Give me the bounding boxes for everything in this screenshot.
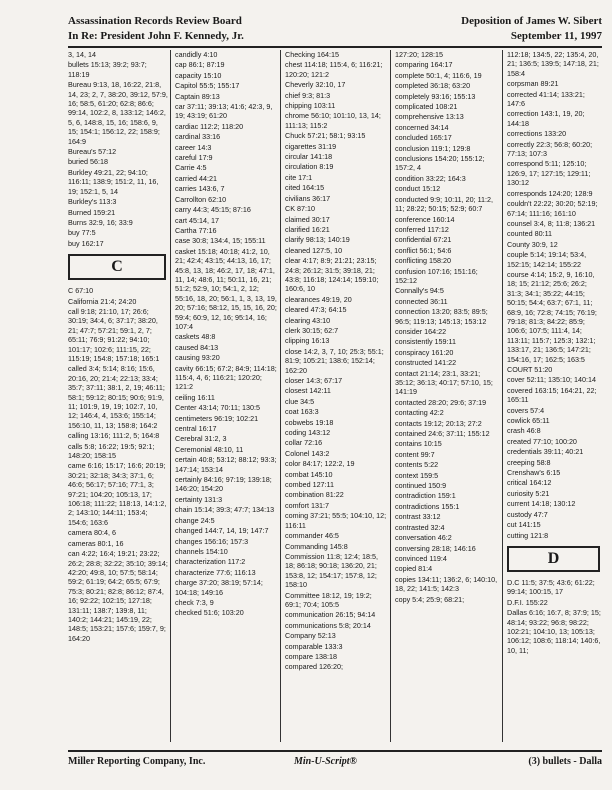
index-entry: California 21:4; 24:20 [68, 296, 137, 306]
index-entry: curiosity 5:21 [507, 488, 550, 498]
index-entry: cavity 66:15; 67:2; 84:9; 114:18; 115:4, 4, 6; 116:21; 120:20; 121:2 [175, 363, 277, 392]
index-entry: contradiction 159:1 [395, 491, 456, 501]
index-entry: CK 87:10 [285, 204, 315, 214]
index-entry: color 84:17; 122:2, 19 [285, 459, 355, 469]
index-entry: conversing 28:18; 146:16 [395, 543, 476, 553]
index-entry: constructed 141:22 [395, 358, 457, 368]
index-entry: communications 5:8; 20:14 [285, 620, 371, 630]
index-entry: certain 40:8; 53:12; 88:12; 93:3; 147:14; 153:14 [175, 455, 277, 474]
index-entry: creeping 58:8 [507, 457, 551, 467]
index-entry: contained 24:6; 37:11; 155:12 [395, 429, 490, 439]
index-entry: complete 50:1, 4; 116:6, 19 [395, 70, 482, 80]
index-entry: Captain 89:13 [175, 91, 220, 101]
index-entry: clue 34:5 [285, 396, 315, 406]
index-entry: copied 81:4 [395, 564, 433, 574]
deposition-title: Deposition of James W. Sibert [461, 15, 602, 27]
index-entry: conduct 15:12 [395, 184, 441, 194]
index-entry: buy 77:5 [68, 228, 96, 238]
index-entry: changed 144:7, 14, 19; 147:7 [175, 526, 269, 536]
index-entry: chest 114:18; 115:4, 6; 116:21; 120:20; 121:2 [285, 60, 383, 79]
index-entry: causing 93:20 [175, 353, 220, 363]
index-entry: comparing 164:17 [395, 60, 453, 70]
index-entry: conversation 46:2 [395, 533, 452, 543]
index-entry: concluded 165:17 [395, 133, 452, 143]
index-entry: characterization 117:2 [175, 557, 246, 567]
index-entry: corrected 41:14; 133:21; 147:6 [507, 89, 585, 109]
index-entry: copy 5:4; 25:9; 68:21; [395, 594, 465, 604]
index-entry: calling 13:16; 111:2, 5; 164:8 [68, 431, 160, 441]
index-entry: Carrollton 62:10 [175, 194, 227, 204]
index-entry: context 159:5 [395, 470, 439, 480]
index-entry: corpsman 89:21 [507, 79, 559, 89]
index-entry: clarify 98:13; 140:19 [285, 235, 350, 245]
index-entry: content 99:7 [395, 449, 435, 459]
index-entry: Carrie 4:5 [175, 163, 207, 173]
index-entry: convinced 119:4 [395, 553, 447, 563]
index-entry: Crenshaw's 6:15 [507, 468, 561, 478]
index-entry: continued 150:9 [395, 481, 447, 491]
index-entry: Cerebral 31:2, 3 [175, 434, 227, 444]
index-entry: casket 15:18; 40:18; 41:2, 10, 21; 42:4; 43:15; 44:13, 16, 17; 45:8, 13, 18; 46:2, 17, 18; 47:1, 11, 14; 48:6, 11; 50:11, 16, 21; 51:2; 52:9, 10; 54:1, 2, 12; 55:16, 18, 20; 56:1, 1, 3, 13, 19, 20; 57:16; 58:12, 15, 15, 16, 20; 59:4; 60:9, 12, 16; 95:14, 16; 107:4 [175, 246, 277, 331]
index-entry: cite 17:1 [285, 172, 313, 182]
index-entry: COURT 51:20 [507, 365, 553, 374]
index-entry: buy 162:17 [68, 238, 104, 248]
index-column-5 [502, 50, 602, 742]
index-entry: cutting 121:8 [507, 530, 549, 540]
index-entry: Colonel 143:2 [285, 448, 330, 458]
index-entry: Commission 11:8; 12:4; 18:5, 18; 86:18; 90:18; 136:20, 21; 153:8, 12; 154:17; 157:8, 12; 158:10 [285, 551, 378, 590]
index-entry: Chuck 57:21; 58:1; 93:15 [285, 131, 366, 141]
index-columns [68, 50, 602, 742]
index-entry: complicated 108:21 [395, 102, 458, 112]
index-entry: cameras 80:1, 16 [68, 538, 124, 548]
index-entry: ceiling 16:11 [175, 392, 215, 402]
index-entry: critical 164:12 [507, 478, 552, 488]
index-entry: claimed 30:17 [285, 214, 330, 224]
index-entry: career 14:3 [175, 142, 212, 152]
index-entry: covers 57:4 [507, 405, 545, 415]
index-entry: centimeters 96:19; 102:21 [175, 413, 259, 423]
index-entry: caskets 48:8 [175, 332, 216, 342]
index-entry: characterize 77:6; 116:13 [175, 567, 256, 577]
section-letter-c: C [68, 254, 166, 280]
index-entry: consider 164:22 [395, 326, 447, 336]
index-entry: close 14:2, 3, 7, 10; 25:3; 55:1; 81:9; 105:21; 138:6; 152:14; 162:20 [285, 346, 384, 375]
index-entry: coming 37:21; 55:5; 104:10, 12; 116:11 [285, 511, 387, 530]
index-entry: civilians 36:17 [285, 193, 331, 203]
index-entry: conclusions 154:20; 155:12; 157:2, 4 [395, 154, 485, 173]
index-entry: Bureau 9:13, 18, 16:22, 21:8, 14, 23; 2, 7, 38:20, 39:12, 57:9, 16; 58:5, 61:20; 62:8; 86:6; 99:14, 102:2, 8, 133:12; 146:2, 5, 6, 148:8, 15, 16; 158:6, 9, 15; 154:1; 156:12, 22; 158:9; 164:9 [68, 80, 168, 146]
index-entry: corrections 133:20 [507, 129, 567, 139]
index-entry: clearances 49:19, 20 [285, 294, 352, 304]
index-entry: Burkley's 113:3 [68, 197, 117, 207]
index-entry: compare 138:18 [285, 651, 337, 661]
index-entry: conferred 117:12 [395, 224, 449, 234]
index-entry: Dallas 6:16; 16:7, 8; 37:9; 15; 48:14; 93:22; 96:8; 98:22; 102:21; 104:10, 13; 105:13; 106:12; 108:6; 118:14; 140:6, 10, 11; [507, 608, 601, 655]
index-entry: checked 51:6; 103:20 [175, 608, 244, 618]
index-entry: cardinal 33:16 [175, 132, 221, 142]
index-entry: C 67:10 [68, 286, 94, 296]
index-entry: cited 164:15 [285, 183, 325, 193]
index-entry: corresponds 124:20; 128:9 [507, 188, 593, 198]
index-entry: connected 36:11 [395, 296, 448, 306]
index-entry: cover 52:11; 135:10; 140:14 [507, 375, 596, 385]
index-entry: contradictions 155:1 [395, 501, 460, 511]
index-column-2 [170, 50, 278, 742]
index-entry: certainly 84:16; 97:19; 139:18; 146:20; 154:20 [175, 475, 272, 494]
index-entry: central 16:17 [175, 424, 217, 434]
index-entry: clerk 30:15; 62:7 [285, 325, 339, 335]
index-entry: cleaned 127:5, 10 [285, 245, 343, 255]
index-entry: Capitol 55:5; 155:17 [175, 81, 240, 91]
index-entry: current 14:18; 130:12 [507, 499, 576, 509]
index-entry: coding 143:12 [285, 428, 331, 438]
index-entry: confidential 67:21 [395, 235, 452, 245]
index-entry: Bureau's 57:12 [68, 147, 117, 157]
index-entry: contrasted 32:4 [395, 522, 445, 532]
index-entry: circular 141:18 [285, 152, 333, 162]
index-entry: circulation 8:19 [285, 162, 334, 172]
index-entry: calls 5:8; 16:22; 19:5; 92:1; 148:20; 158:15 [68, 441, 155, 461]
index-entry: capacity 15:10 [175, 70, 222, 80]
index-entry: clearing 43:10 [285, 315, 331, 325]
index-entry: couldn't 22:22; 30:20; 52:19; 67:14; 111:16; 161:10 [507, 199, 598, 218]
index-entry: comfort 131:7 [285, 500, 329, 510]
index-entry: cut 141:15 [507, 520, 541, 530]
index-entry: changes 156:16; 157:3 [175, 536, 249, 546]
index-entry: conducted 9:9; 10:11, 20; 11:2, 11; 28:22; 50:15; 52:9; 60:7 [395, 194, 494, 214]
footer-brand: Min-U-Script® [294, 756, 358, 767]
index-entry: comprehensive 13:13 [395, 112, 464, 122]
index-entry: collar 72:16 [285, 438, 323, 448]
index-entry: commander 46:5 [285, 531, 339, 541]
index-entry: couple 5:14; 19:14; 53:4, 152:15; 142:14; 155:22 [507, 250, 587, 269]
index-entry: combed 127:11 [285, 480, 335, 490]
index-entry: Burns 32:9, 16; 33:9 [68, 217, 133, 227]
index-entry: buried 56:18 [68, 157, 108, 167]
index-entry: caused 84:13 [175, 342, 219, 352]
index-entry: chief 9:3; 81:3 [285, 90, 331, 100]
index-entry: consistently 159:11 [395, 337, 456, 347]
index-entry: cobwebs 19:18 [285, 417, 334, 427]
index-entry: contact 21:14; 23:1, 33:21; 35:12; 36:13; 40:17; 57:10, 15; 141:19 [395, 368, 493, 397]
index-entry: credentials 39:11; 40:21 [507, 447, 584, 457]
index-entry: clipping 16:13 [285, 336, 330, 346]
index-entry: contacting 42:2 [395, 408, 444, 418]
index-entry: conflict 56:1; 54:6 [395, 245, 452, 255]
index-entry: check 7:3, 9 [175, 597, 214, 607]
index-entry: condition 33:22; 164:3 [395, 173, 466, 183]
index-entry: clear 4:17; 8:9; 21:21; 23:15; 24:8; 26:12; 31:5; 39:18, 21; 43:8; 116:18; 124:14; 159:10; 160:6, 10 [285, 256, 379, 294]
index-entry: carried 44:21 [175, 173, 217, 183]
index-entry: 112:18; 134:5, 22; 135:4, 20, 21; 136:5; 139:5; 147:18, 21; 158:4 [507, 50, 599, 78]
footer-company: Miller Reporting Company, Inc. [68, 756, 206, 767]
index-entry: conspiracy 161:20 [395, 347, 454, 357]
index-entry: completely 93:16; 155:13 [395, 91, 476, 101]
index-entry: Cheverly 32:10, 17 [285, 80, 346, 90]
index-entry: County 30:9, 12 [507, 239, 558, 249]
index-entry: chrome 56:10; 101:10, 13, 14; 111:13; 115:2 [285, 111, 381, 130]
deposition-date: September 11, 1997 [510, 30, 602, 42]
index-entry: closest 142:11 [285, 386, 331, 396]
index-entry: combination 81:22 [285, 490, 344, 500]
index-entry: closer 14:3; 67:17 [285, 376, 343, 385]
index-column-4 [390, 50, 500, 742]
index-entry: came 6:16; 15:17; 16:6; 20:19; 30:21; 32:18; 34:3; 37:1, 6; 46:6; 56:17; 57:16; 77:1, 3; 97:21; 104:20; 105:13, 17; 106:18; 111:22; 118:13, 14:1:2, 2; 143:10; 144:11; 153:4; 154:6; 163:6 [68, 461, 167, 527]
index-entry: 127:20; 128:15 [395, 50, 443, 59]
index-entry: D.F.I. 155:22 [507, 597, 548, 607]
section-letter-d: D [507, 546, 600, 572]
index-entry: Connally's 94:5 [395, 286, 444, 296]
index-entry: Burkley 49:21, 22; 94:10; 116:11; 138:9; 151:2, 11, 16, 19; 152:1, 5, 14 [68, 167, 159, 196]
header-left [68, 14, 244, 44]
index-entry: completed 36:18; 63:20 [395, 81, 471, 91]
index-entry: car 37:11; 39:13; 41:6; 42:3, 9, 19; 43:19; 61:20 [175, 102, 273, 121]
index-entry: compared 126:20; [285, 662, 343, 672]
index-entry: Ceremonial 48:10, 11 [175, 444, 244, 454]
index-entry: Cartha 77:16 [175, 225, 217, 235]
index-entry: Center 43:14; 70:11; 130:5 [175, 403, 260, 413]
index-entry: candidly 4:10 [175, 50, 218, 59]
index-entry: course 4:14; 15:2, 9, 16:10, 18; 15; 21:12; 25:6; 26:2; 31:3; 34:1; 35:22; 44:15; 50:15; 54:4; 63:7; 67:1, 11; 68:9, 16; 72:8; 74:15; 76:19; 79:18; 81:3; 84:22; 85:9; 106:6; 107:5; 111:4, 14; 113:11; 115:7; 125:3; 132:1; 133:17, 21; 136:5; 147:21; 154:16, 17; 162:5; 163:5 [507, 269, 597, 364]
index-entry: case 30:8; 134:4, 15; 155:11 [175, 236, 266, 246]
index-entry: comparable 133:3 [285, 641, 343, 651]
index-column-3 [280, 50, 388, 742]
index-entry: carry 44:3; 45:15; 87:16 [175, 205, 251, 215]
index-entry: cardiac 112:2; 118:20 [175, 121, 244, 131]
index-entry: call 9:18; 21:10, 17; 26:6; 30:19; 34:4, 6; 37:17; 38:20, 21; 47:7; 57:21; 59:1, 2, 7; 65:11; 76:9; 91:22; 94:10; 101:17; 102:6; 111:15, 22; 115:19; 154:8; 157:18; 165:1 [68, 306, 160, 363]
index-entry: cleared 47:3; 64:15 [285, 305, 347, 315]
index-entry: correction 143:1, 19, 20; 144:18 [507, 109, 585, 128]
board-name: Assassination Records Review Board [68, 15, 242, 27]
index-entry: Committee 18:12, 19; 19:2; 69:1; 70:4; 105:5 [285, 590, 372, 609]
index-entry: camera 80:4, 6 [68, 528, 116, 538]
index-entry: contacted 28:20; 29:6; 37:19 [395, 397, 487, 407]
index-entry: copies 134:11; 136:2, 6; 140:10, 18, 22; 141:5; 142:3 [395, 574, 498, 594]
index-column-1 [68, 50, 168, 742]
index-entry: created 77:10; 100:20 [507, 436, 577, 446]
index-entry: conflicting 158:20 [395, 256, 451, 266]
index-entry: Company 52:13 [285, 631, 336, 641]
index-entry: contains 10:15 [395, 439, 442, 449]
index-entry: Checking 164:15 [285, 50, 339, 59]
index-entry: conclusion 119:1; 129:8 [395, 143, 471, 153]
index-entry: D.C 11:5; 37:5; 43:6; 61:22; 99:14; 100:15, 17 [507, 577, 595, 597]
index-entry: cap 86:1; 87:19 [175, 60, 225, 70]
index-entry: contrast 33:12 [395, 512, 441, 522]
index-entry: certainty 131:3 [175, 494, 223, 504]
index-entry: called 3:4; 5:14; 8:16; 15:6, 20:16, 20; 21:4; 22:13; 33:4; 35:7; 37:11; 38:1, 2, 19; 46:11; 58:1; 59:12; 80:15; 90:6; 91:9, 11; 101:9, 19, 19; 102:7, 10, 12; 146:4, 4, 153:6; 155:14; 156:10, 11, 13; 158:8; 164:2 [68, 364, 165, 430]
index-entry: change 24:5 [175, 515, 215, 525]
index-entry: bullets 15:13; 39:2; 93:7; 118:19 [68, 60, 147, 79]
index-entry: custody 47:7 [507, 509, 548, 519]
index-entry: Commanding 145:8 [285, 541, 348, 551]
index-entry: communication 26:15; 94:14 [285, 610, 376, 620]
index-entry: careful 17:9 [175, 153, 213, 163]
index-entry: clarified 16:21 [285, 224, 330, 234]
page-footer [68, 750, 602, 770]
footer-page-range: (3) bullets - Dalla [528, 756, 602, 767]
index-entry: covered 163:15; 164:21, 22; 165:11 [507, 385, 597, 405]
index-entry: connection 13:20; 83:5; 89:5; 96:5; 119:13; 145:13; 153:12 [395, 307, 488, 326]
index-entry: concerned 34:14 [395, 122, 449, 132]
index-entry: carries 143:6, 7 [175, 184, 225, 194]
index-entry: chipping 103:11 [285, 101, 336, 111]
index-entry: channels 154:10 [175, 546, 228, 556]
index-entry: correctly 22:3; 56:8; 60:20; 77:13; 107:3 [507, 139, 593, 159]
index-entry: cart 45:14, 17 [175, 215, 219, 225]
index-entry: 3, 14, 14 [68, 50, 96, 59]
index-entry: cowlick 65:11 [507, 416, 550, 426]
index-entry: coat 163:3 [285, 407, 319, 417]
index-entry: correspond 5:11; 125:10; 126:9, 17; 127:15; 129:11; 130:12 [507, 159, 591, 188]
header-right [461, 14, 602, 44]
index-entry: contents 5:22 [395, 460, 439, 470]
index-entry: cigarettes 31:19 [285, 141, 337, 151]
index-entry: conference 160:14 [395, 214, 455, 224]
index-entry: contacts 19:12; 20:13; 27:2 [395, 418, 482, 428]
index-entry: can 4:22; 16:4; 19:21; 23:22; 26:2; 28:8; 32:22; 35:10; 39:14; 42:20; 49:8, 10; 57:5; 58:14; 59:2; 61:19; 64:2; 65:5; 67:9; 75:3; 80:21; 82:8; 86:12; 87:4, 16; 92:22; 102:15; 127:18; 131:11; 138:7; 139:8, 11; 140:2; 144:21; 145:19, 22; 148:5; 153:21; 157:6; 159:7, 9; 164:20 [68, 549, 168, 643]
index-entry: combat 145:10 [285, 469, 333, 479]
page-header [68, 14, 602, 48]
index-entry: chain 15:14; 39:3; 47:7; 134:13 [175, 505, 275, 515]
index-entry: Burned 159:21 [68, 207, 116, 217]
index-entry: counted 80:11 [507, 229, 553, 239]
index-entry: counsel 3:4, 8; 11:8; 136:21 [507, 218, 596, 228]
index-entry: confusion 107:16; 151:16; 152:12 [395, 266, 478, 285]
case-name: In Re: President John F. Kennedy, Jr. [68, 30, 244, 42]
index-entry: charge 37:20; 38:19; 57:14; 104:18; 149:16 [175, 578, 263, 597]
index-entry: crash 46:8 [507, 426, 541, 436]
